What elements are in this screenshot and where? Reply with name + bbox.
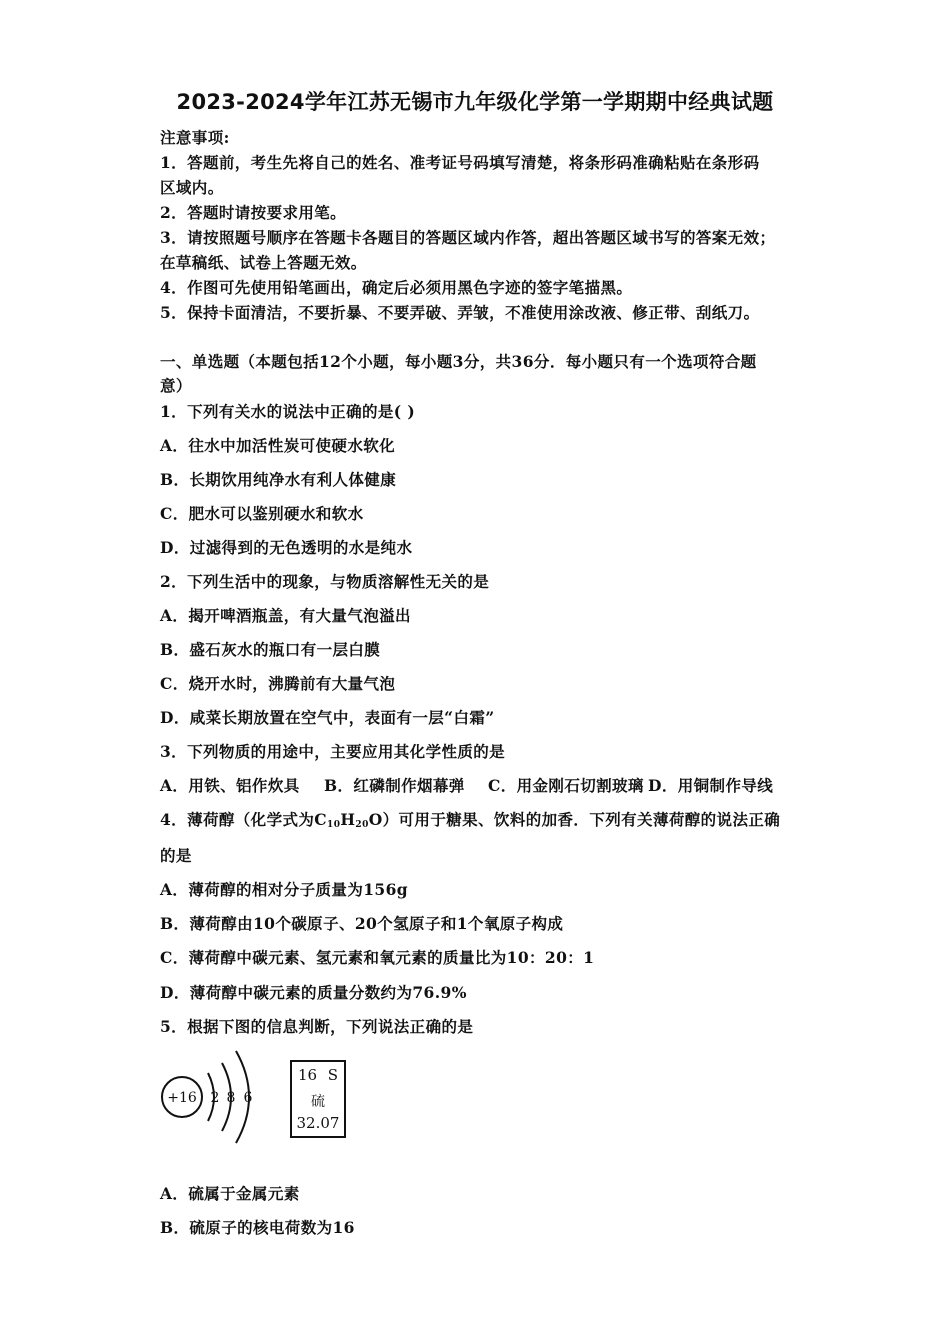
section-heading: 一、单选题（本题包括12个小题，每小题3分，共36分．每小题只有一个选项符合题: [160, 352, 757, 371]
notice-item-3: 3．请按照题号顺序在答题卡各题目的答题区域内作答，超出答题区域书写的答案无效；: [160, 228, 776, 247]
element-name: 硫: [311, 1094, 325, 1110]
shell-electrons-3: 6: [243, 1090, 253, 1106]
q2-option-a: A．揭开啤酒瓶盖，有大量气泡溢出: [160, 606, 411, 625]
shell-electrons-1: 2: [210, 1090, 220, 1106]
notice-item-1-cont: 区域内。: [160, 178, 224, 197]
q3-option-b: B．红磷制作烟幕弹: [324, 776, 465, 795]
q2-option-d: D．咸菜长期放置在空气中，表面有一层“白霜”: [160, 708, 495, 727]
q3-stem: 3．下列物质的用途中，主要应用其化学性质的是: [160, 742, 506, 761]
q4-option-c: C．薄荷醇中碳元素、氢元素和氧元素的质量比为10：20：1: [160, 948, 595, 967]
section-heading-cont: 意）: [160, 376, 192, 395]
q1-option-c: C．肥水可以鉴别硬水和软水: [160, 504, 364, 523]
atomic-mass: 32.07: [296, 1114, 340, 1132]
q3-option-d: D．用铜制作导线: [648, 776, 774, 795]
sulfur-atom-structure-diagram: [158, 1045, 268, 1145]
q5-option-a: A．硫属于金属元素: [160, 1184, 300, 1203]
q4-option-d: D．薄荷醇中碳元素的质量分数约为76.9%: [160, 983, 467, 1002]
q1-option-d: D．过滤得到的无色透明的水是纯水: [160, 538, 413, 557]
q3-options: [160, 776, 773, 796]
q5-stem: 5．根据下图的信息判断，下列说法正确的是: [160, 1017, 474, 1036]
page-title: 2023-2024学年江苏无锡市九年级化学第一学期期中经典试题: [176, 90, 774, 114]
q5-option-b: B．硫原子的核电荷数为16: [160, 1218, 355, 1237]
notice-item-5: 5．保持卡面清洁，不要折暴、不要弄破、弄皱，不准使用涂改液、修正带、刮纸刀。: [160, 303, 760, 322]
q1-option-b: B．长期饮用纯净水有利人体健康: [160, 470, 397, 489]
q2-option-b: B．盛石灰水的瓶口有一层白膜: [160, 640, 381, 659]
atomic-number: 16: [298, 1066, 318, 1084]
q4-option-b: B．薄荷醇由10个碳原子、20个氢原子和1个氧原子构成: [160, 914, 564, 933]
nucleus-charge: +16: [167, 1090, 197, 1106]
q4-stem: 4．薄荷醇（化学式为$C_{10}H_{20}O$）可用于糖果、饮料的加香．下列有关薄荷醇的说法正确: [160, 810, 781, 830]
notice-item-1: 1．答题前，考生先将自己的姓名、准考证号码填写清楚，将条形码准确粘贴在条形码: [160, 153, 760, 172]
q4-option-a: A．薄荷醇的相对分子质量为156g: [160, 880, 409, 899]
q2-stem: 2．下列生活中的现象，与物质溶解性无关的是: [160, 572, 490, 591]
notice-item-2: 2．答题时请按要求用笔。: [160, 203, 347, 222]
notice-item-4: 4．作图可先使用铅笔画出，确定后必须用黑色字迹的签字笔描黑。: [160, 278, 633, 297]
q3-option-c: C．用金刚石切割玻璃: [488, 776, 644, 795]
q1-stem: 1．下列有关水的说法中正确的是( ): [160, 402, 416, 421]
q3-option-a: A．用铁、铝作炊具: [160, 776, 300, 795]
element-symbol: S: [327, 1066, 338, 1084]
q2-option-c: C．烧开水时，沸腾前有大量气泡: [160, 674, 396, 693]
q4-stem-cont: 的是: [160, 846, 192, 865]
notice-item-3-cont: 在草稿纸、试卷上答题无效。: [160, 253, 367, 272]
periodic-table-cell: [290, 1060, 346, 1138]
q1-option-a: A．往水中加活性炭可使硬水软化: [160, 436, 396, 455]
notice-heading: 注意事项:: [160, 128, 230, 147]
shell-electrons-2: 8: [226, 1090, 236, 1106]
